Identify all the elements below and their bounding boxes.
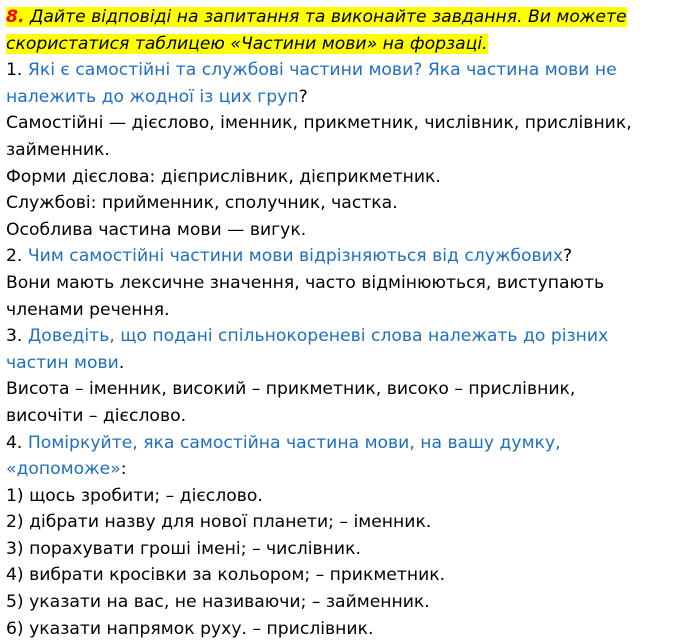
answer-4-line-4: 4) вибрати кросівки за кольором; – прикметник. [6, 565, 446, 586]
question-1-line-2 [6, 84, 692, 111]
answer-3-line-2: височіти – дієслово. [6, 405, 187, 426]
answer-4-line-3: 3) порахувати гроші імені; – числівник. [6, 538, 361, 559]
answer-3-line-1: Висота – іменник, високий – прикметник, високо – прислівник, [6, 379, 576, 400]
answer-1-line-2: займенник. [6, 139, 110, 160]
answer-4-line-5: 5) указати на вас, не називаючи; – займенник. [6, 592, 430, 613]
question-2-number: 2. [6, 246, 28, 267]
question-4-number: 4. [6, 432, 28, 453]
question-2-end: ? [563, 246, 573, 267]
question-3-text-2: частин мови [6, 352, 119, 373]
question-1-text-2: належить до жодної із цих груп [6, 86, 299, 107]
exercise-document [6, 4, 692, 642]
question-3-line-1 [6, 323, 692, 350]
question-2-text-1: Чим самостійні частини мови відрізняються від службових [27, 246, 564, 267]
question-3-number: 3. [6, 326, 28, 347]
answer-2-line-2: членами речення. [6, 299, 170, 320]
task-text-2: скористатися таблицею «Частини мови» на форзаці. [6, 33, 488, 54]
question-1-number: 1. [6, 60, 28, 81]
task-line-2 [6, 31, 692, 58]
question-1-line-1 [6, 57, 692, 84]
task-highlight-1 [6, 7, 627, 27]
question-4-line-2 [6, 456, 692, 483]
question-4-text-2: «допоможе» [6, 459, 121, 480]
question-4-end: : [120, 459, 127, 480]
question-3-end: . [118, 352, 125, 373]
answer-1-line-4: Службові: прийменник, сполучник, частка. [6, 193, 398, 214]
question-1-end: ? [298, 86, 308, 107]
answer-1-line-3: Форми дієслова: дієприслівник, дієприкметник. [6, 166, 441, 187]
question-3-text-1: Доведіть, що подані спільнокореневі слова належать до різних [27, 326, 609, 347]
answer-4-line-6: 6) указати напрямок руху. – прислівник. [6, 618, 374, 639]
answer-1-line-5: Особлива частина мови — вигук. [6, 219, 307, 240]
exercise-number: 8. [6, 7, 25, 27]
question-3-line-2 [6, 350, 692, 377]
answer-2-line-1: Вони мають лексичне значення, часто відмінюються, виступають [6, 272, 605, 293]
question-4-line-1 [6, 430, 692, 457]
task-text-1: Дайте відповіді на запитання та виконайте завдання. Ви можете [24, 7, 627, 27]
answer-4-line-1: 1) щось зробити; – дієслово. [6, 485, 263, 506]
answer-1-line-1: Самостійні — дієслово, іменник, прикметник, числівник, прислівник, [6, 113, 632, 134]
question-1-text-1: Які є самостійні та службові частини мови? Яка частина мови не [27, 60, 617, 81]
task-line-1 [6, 4, 692, 31]
answer-4-line-2: 2) дібрати назву для нової планети; – іменник. [6, 512, 432, 533]
question-2-line-1 [6, 243, 692, 270]
question-4-text-1: Поміркуйте, яка самостійна частина мови, на вашу думку, [27, 432, 561, 453]
